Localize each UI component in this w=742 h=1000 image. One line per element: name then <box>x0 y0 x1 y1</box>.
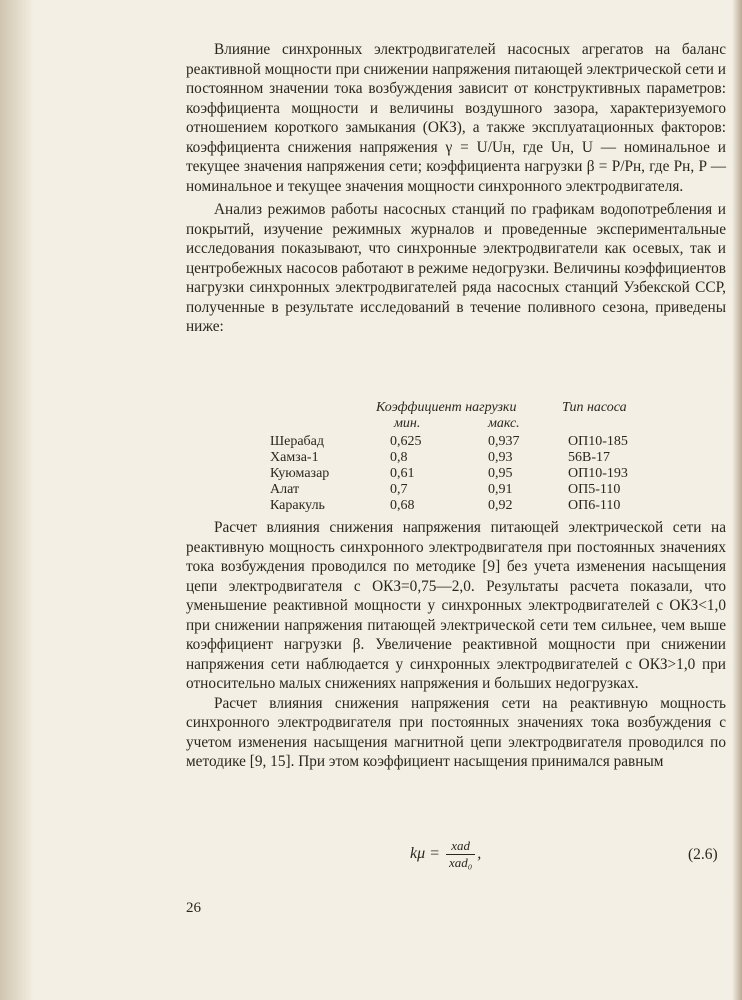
max-value: 0,92 <box>488 498 513 513</box>
pump-type: 56В-17 <box>568 450 610 465</box>
body-text-bottom <box>186 518 726 772</box>
station-name: Куюмазар <box>270 466 330 481</box>
paragraph-2: Анализ режимов работы насосных станций по графикам водопотребления и покрытий, изучение режимных журналов и проведенные экспериментальные исследования показывают, что синхронные электродвигатели как осевых, так и центробежных насосов работают в режиме недогрузки. Величины коэффициентов нагрузки синхронных электродвигателей ряда насосных станций Узбекской ССР, полученные в результате исследований в течение поливного сезона, приведены ниже: <box>186 201 726 335</box>
paragraph-4: Расчет влияния снижения напряжения сети на реактивную мощность синхронного электродвигателя при постоянных значениях тока возбуждения с учетом изменения насыщения магнитной цепи электродвигателя проводился по методике [9, 15]. При этом коэффициент насыщения принимался равным <box>186 694 726 770</box>
header-max: макс. <box>488 416 520 431</box>
table-row <box>270 450 670 466</box>
body-text-top <box>186 40 726 337</box>
station-name: Алат <box>270 482 300 497</box>
header-min: мин. <box>394 416 421 431</box>
station-name: Хамза-1 <box>270 450 319 465</box>
min-value: 0,68 <box>390 498 415 513</box>
min-value: 0,8 <box>390 450 408 465</box>
page-edge <box>732 0 742 1000</box>
pump-type: ОП6-110 <box>568 498 621 513</box>
header-coefficient: Коэффициент нагрузки <box>376 400 517 415</box>
equation-number: (2.6) <box>688 846 718 863</box>
page-gutter-shadow <box>0 0 34 1000</box>
pump-type: ОП5-110 <box>568 482 621 497</box>
station-name: Шерабад <box>270 434 325 449</box>
min-value: 0,7 <box>390 482 408 497</box>
table-row <box>270 498 670 514</box>
max-value: 0,91 <box>488 482 513 497</box>
page-number: 26 <box>186 900 201 916</box>
table-row <box>270 434 670 450</box>
formula-trailing-comma: , <box>477 845 482 863</box>
max-value: 0,93 <box>488 450 513 465</box>
pump-type: ОП10-193 <box>568 466 628 481</box>
max-value: 0,95 <box>488 466 513 481</box>
formula-denominator: xad₀ <box>448 855 473 870</box>
load-coefficient-table <box>270 400 670 514</box>
max-value: 0,937 <box>488 434 520 449</box>
pump-type: ОП10-185 <box>568 434 628 449</box>
formula-numerator: xad <box>446 838 475 855</box>
equation-2-6 <box>410 838 481 871</box>
table-header <box>270 400 670 434</box>
min-value: 0,61 <box>390 466 415 481</box>
table-row <box>270 466 670 482</box>
min-value: 0,625 <box>390 434 422 449</box>
paragraph-1: Влияние синхронных электродвигателей насосных агрегатов на баланс реактивной мощности при снижении напряжения питающей электрической сети и постоянном значении тока возбуждения зависит от конструктивных параметров: коэффициента мощности и величины воздушного зазора, характеризуемого отношением короткого замыкания (ОКЗ), а также эксплуатационных факторов: коэффициента снижения напряжения γ = U/Uн, где Uн, U — номинальное и текущее значения напряжения сети; коэффициента нагрузки β = P/Pн, где Pн, P — номинальное и текущее значения мощности синхронного электродвигателя. <box>186 41 726 195</box>
header-pump-type: Тип насоса <box>562 400 627 415</box>
table-row <box>270 482 670 498</box>
station-name: Каракуль <box>270 498 325 513</box>
formula-lhs: kμ = <box>410 845 440 863</box>
formula-fraction <box>446 838 475 871</box>
paragraph-3: Расчет влияния снижения напряжения питающей электрической сети на реактивную мощность синхронного электродвигателя при постоянных значениях тока возбуждения проводился по методике [9] без учета изменения насыщения цепи электродвигателя с ОКЗ=0,75—2,0. Результаты расчета показали, что уменьшение реактивной мощности у синхронных электродвигателей с ОКЗ<1,0 при снижении напряжения питающей электрической сети тем сильнее, чем выше коэффициент нагрузки β. Увеличение реактивной мощности при снижении напряжения сети наблюдается у синхронных электродвигателей с ОКЗ>1,0 при относительно малых снижениях напряжения и больших недогрузках. <box>186 519 726 692</box>
